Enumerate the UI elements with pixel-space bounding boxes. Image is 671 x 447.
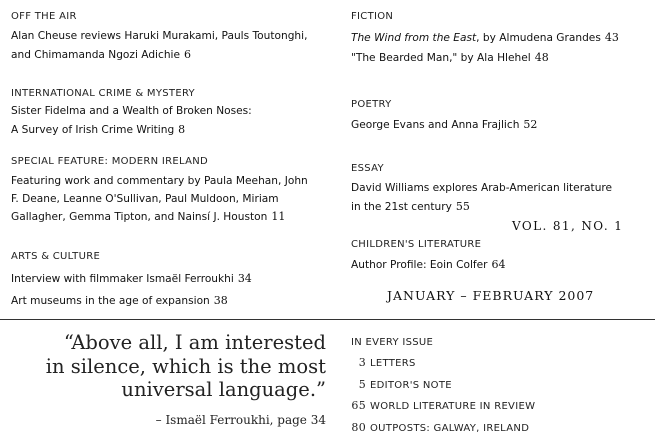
divider-rule: [0, 319, 655, 320]
in-every-issue: [351, 337, 651, 439]
entry-line: and Chimamanda Ngozi Adichie: [11, 48, 181, 61]
page-number: 55: [455, 199, 470, 213]
entry-line: George Evans and Anna Frajlich: [351, 119, 520, 131]
entry-line: Sister Fidelma and a Wealth of Broken Noses:: [11, 105, 252, 117]
section-heading: POETRY: [351, 99, 392, 110]
section-crime-mystery: [11, 88, 331, 139]
toc-entry: [11, 268, 331, 312]
toc-entry: [11, 103, 331, 139]
item-label: OUTPOSTS: GALWAY, IRELAND: [370, 422, 530, 434]
list-item: [351, 418, 651, 440]
section-heading: CHILDREN'S LITERATURE: [351, 239, 482, 250]
item-label: LETTERS: [370, 358, 416, 369]
entry-title: The Wind from the East: [351, 32, 477, 44]
page-number: 3: [358, 356, 366, 369]
page-number: 6: [184, 47, 192, 61]
entry-line: Alan Cheuse reviews Haruki Murakami, Pauls Toutonghi,: [11, 30, 308, 42]
toc-entry: [11, 28, 331, 64]
section-heading: SPECIAL FEATURE: MODERN IRELAND: [11, 156, 209, 167]
quote-attribution: – Ismaël Ferroukhi, page 34: [155, 413, 326, 427]
page-number: 48: [534, 51, 549, 64]
issue-date: JANUARY – FEBRUARY 2007: [387, 288, 595, 303]
section-off-the-air: [11, 11, 331, 64]
section-modern-ireland: [11, 156, 331, 227]
entry-line: David Williams explores Arab-American literature: [351, 182, 613, 194]
entry-line: Gallagher, Gemma Tipton, and Nainsí J. Houston: [11, 211, 268, 223]
pull-quote: [0, 331, 326, 402]
section-heading: INTERNATIONAL CRIME & MYSTERY: [11, 88, 195, 99]
quote-line: “Above all, I am interested: [63, 331, 326, 354]
entry-line: Interview with filmmaker Ismaël Ferroukhi: [11, 273, 234, 285]
entry-line: in the 21st century: [351, 200, 452, 213]
section-childrens-literature: [351, 239, 666, 275]
section-poetry: [351, 99, 666, 135]
entry-line: Author Profile: Eoin Colfer: [351, 259, 488, 271]
entry-line: Featuring work and commentary by Paula Meehan, John: [11, 175, 308, 187]
section-arts-culture: [11, 251, 331, 312]
entry-line: F. Deane, Leanne O'Sullivan, Paul Muldoon, Miriam: [11, 192, 279, 205]
page-number: 5: [358, 377, 366, 391]
page-number: 64: [491, 258, 506, 271]
entry-line: "The Bearded Man," by Ala Hlehel: [351, 52, 531, 64]
list-item: [351, 396, 651, 418]
toc-entry: [351, 116, 666, 135]
list-item: [351, 375, 651, 397]
page-number: 65: [351, 399, 366, 412]
page-number: 11: [271, 210, 286, 223]
page-number: 8: [178, 122, 186, 136]
section-heading: ESSAY: [351, 163, 384, 174]
page-number: 80: [351, 420, 366, 434]
page-number: 52: [523, 118, 538, 131]
section-heading: ARTS & CULTURE: [11, 251, 101, 262]
section-fiction: [351, 11, 666, 68]
item-label: EDITOR'S NOTE: [370, 379, 452, 391]
entry-line: , by Almudena Grandes: [476, 32, 601, 44]
section-heading: FICTION: [351, 11, 394, 22]
toc-entry: [11, 173, 331, 227]
volume-number: VOL. 81, NO. 1: [512, 219, 624, 233]
section-heading: OFF THE AIR: [11, 11, 77, 22]
list-item: [351, 353, 651, 375]
section-essay: [351, 163, 666, 216]
toc-entry: [351, 180, 666, 216]
item-label: WORLD LITERATURE IN REVIEW: [370, 401, 536, 412]
quote-line: in silence, which is the most: [45, 354, 326, 378]
page-number: 38: [213, 294, 228, 307]
entry-line: Art museums in the age of expansion: [11, 295, 210, 307]
quote-line: universal language.”: [121, 378, 326, 401]
page-number: 43: [604, 31, 619, 44]
entry-line: A Survey of Irish Crime Writing: [11, 123, 175, 136]
toc-entry: [351, 28, 666, 68]
section-heading: IN EVERY ISSUE: [351, 337, 434, 348]
page-number: 34: [237, 272, 252, 285]
toc-entry: [351, 256, 666, 275]
